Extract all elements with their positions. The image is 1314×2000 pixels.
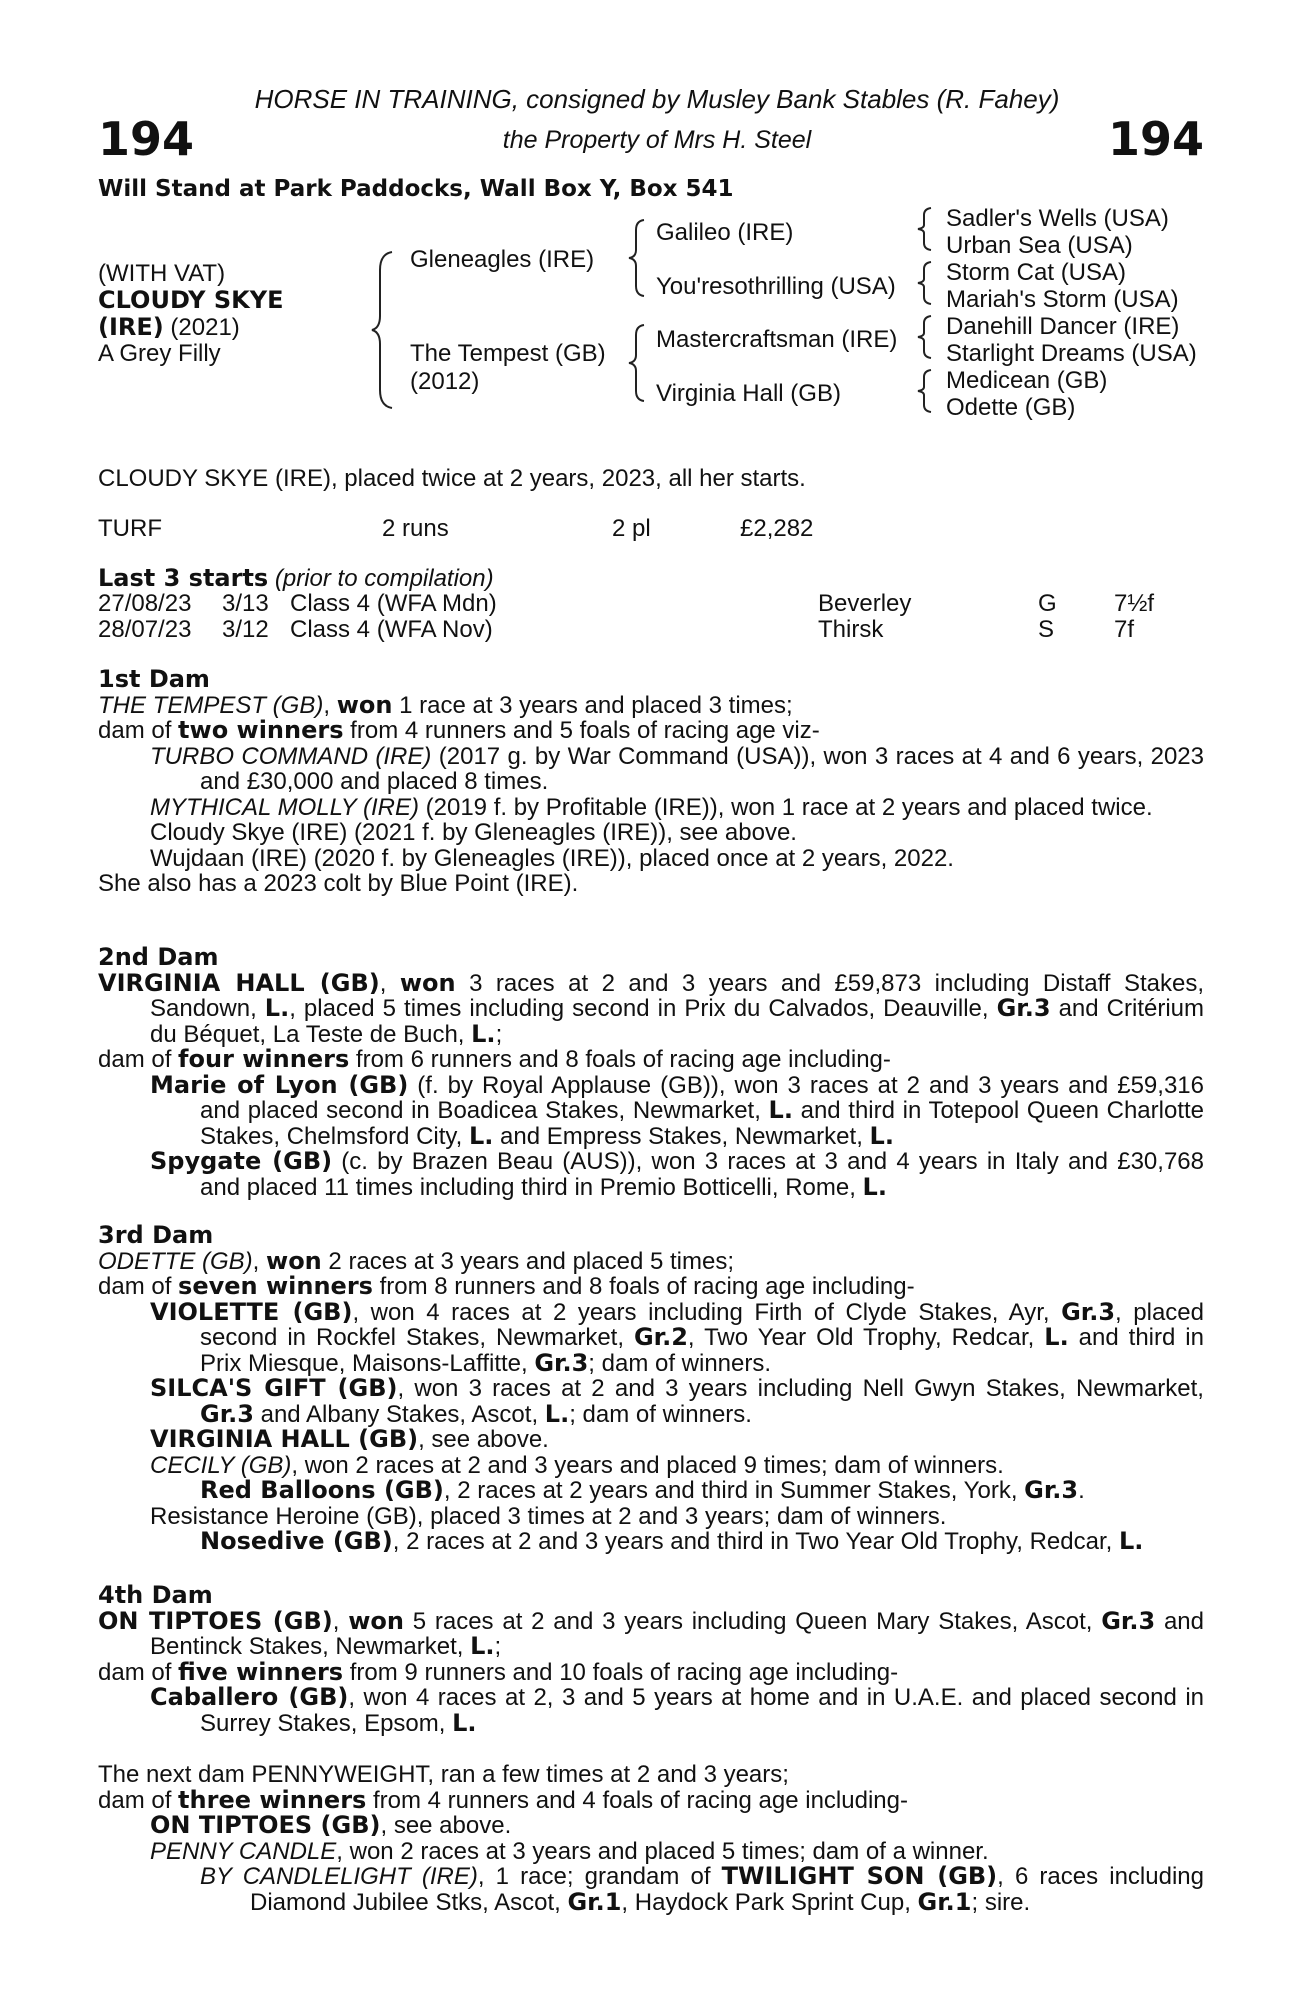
first-dam-foal-4: Wujdaan (IRE) (2020 f. by Gleneagles (IRE)), placed once at 2 years, 2022.: [150, 844, 954, 872]
lot-number-right: 194: [1107, 112, 1204, 166]
third-dam-foal-cecily: CECILY (GB), won 2 races at 2 and 3 years and placed 9 times; dam of winners.: [150, 1451, 1004, 1479]
second-dam-line: VIRGINIA HALL (GB), won 3 races at 2 and 3 years and £59,873 including Distaff Stakes, Sandown, L., placed 5 times including second in Prix du Calvados, Deauville, Gr.3 and Critérium du Béquet, La Teste de Buch, L.;: [98, 968, 1204, 1048]
second-dam-heading: 2nd Dam: [98, 943, 219, 971]
third-dam-grandfoal-nosedive: Nosedive (GB), 2 races at 2 and 3 years and third in Two Year Old Trophy, Redcar, L.: [200, 1527, 1144, 1555]
fourth-dam-line: ON TIPTOES (GB), won 5 races at 2 and 3 years including Queen Mary Stakes, Ascot, Gr.3 and Bentinck Stakes, Newmarket, L.;: [98, 1606, 1204, 1660]
first-dam-foal-3: Cloudy Skye (IRE) (2021 f. by Gleneagles (IRE)), see above.: [150, 819, 797, 846]
first-dam-foal-2: MYTHICAL MOLLY (IRE) (2019 f. by Profitable (IRE)), won 1 race at 2 years and placed twice.: [150, 793, 1153, 821]
record-surface: TURF: [98, 515, 162, 542]
horse-name-line2: (IRE) (2021): [98, 313, 240, 341]
start-row-2-race: Class 4 (WFA Nov): [290, 616, 493, 643]
dam-sire: Mastercraftsman (IRE): [656, 326, 898, 353]
first-dam-foal-1: TURBO COMMAND (IRE) (2017 g. by War Command (USA)), won 3 races at 4 and 6 years, 2023 and £30,000 and placed 8 times.: [150, 742, 1204, 795]
third-dam-produce-line: dam of seven winners from 8 runners and 8 foals of racing age including-: [98, 1272, 915, 1300]
first-dam-produce-line: dam of two winners from 4 runners and 5 foals of racing age viz-: [98, 716, 820, 744]
sire-sire-dam: Urban Sea (USA): [946, 232, 1133, 259]
lot-number-left: 194: [98, 112, 195, 166]
sire-dam-dam: Mariah's Storm (USA): [946, 286, 1179, 313]
pedigree-brace-ss: [915, 206, 937, 252]
dam-sire-dam: Starlight Dreams (USA): [946, 340, 1197, 367]
first-dam-note: She also has a 2023 colt by Blue Point (IRE).: [98, 870, 579, 897]
third-dam-section: [98, 1223, 1204, 1555]
start-row-2-pos: 3/12: [222, 616, 269, 643]
sire-dam: You'resothrilling (USA): [656, 273, 896, 300]
start-row-1-date: 27/08/23: [98, 590, 192, 617]
fourth-dam-heading: 4th Dam: [98, 1581, 213, 1609]
dam: The Tempest (GB): [410, 340, 606, 367]
next-dam-grandfoal-by-candlelight: BY CANDLELIGHT (IRE), 1 race; grandam of TWILIGHT SON (GB), 6 races including Diamond Jubilee Stks, Ascot, Gr.1, Haydock Park Sprint Cup, Gr.1; sire.: [200, 1862, 1204, 1916]
pedigree-brace-dam: [626, 323, 650, 403]
pedigree-brace-ds: [915, 314, 937, 360]
third-dam-line: ODETTE (GB), won 2 races at 3 years and placed 5 times;: [98, 1246, 734, 1275]
start-row-1-race: Class 4 (WFA Mdn): [290, 590, 497, 617]
next-dam-section: [98, 1762, 1204, 1915]
start-row-2-date: 28/07/23: [98, 616, 192, 643]
pedigree-brace-main: [370, 250, 400, 410]
third-dam-heading: 3rd Dam: [98, 1221, 214, 1249]
third-dam-grandfoal-red-balloons: Red Balloons (GB), 2 races at 2 years and third in Summer Stakes, York, Gr.3.: [200, 1476, 1085, 1504]
pedigree-brace-sire: [626, 218, 650, 298]
start-row-1-course: Beverley: [818, 590, 912, 617]
horse-name: CLOUDY SKYE: [98, 286, 284, 314]
second-dam-section: [98, 945, 1204, 1200]
next-dam-foal-penny-candle: PENNY CANDLE, won 2 races at 3 years and placed 5 times; dam of a winner.: [150, 1837, 989, 1865]
pedigree-brace-dd: [915, 368, 937, 414]
third-dam-foal-resistance-heroine: Resistance Heroine (GB), placed 3 times at 2 and 3 years; dam of winners.: [150, 1502, 947, 1530]
last-starts-heading: Last 3 starts (prior to compilation): [98, 564, 494, 592]
consignor-line: HORSE IN TRAINING, consigned by Musley Bank Stables (R. Fahey): [254, 84, 1060, 114]
third-dam-foal-violette: VIOLETTE (GB), won 4 races at 2 years including Firth of Clyde Stakes, Ayr, Gr.3, placed second in Rockfel Stakes, Newmarket, Gr.2, Two Year Old Trophy, Redcar, L. and third in Prix Miesque, Maisons-Laffitte, Gr.3; dam of winners.: [150, 1297, 1204, 1377]
fourth-dam-produce-line: dam of five winners from 9 runners and 10 foals of racing age including-: [98, 1657, 899, 1686]
next-dam-foal-on-tiptoes: ON TIPTOES (GB), see above.: [150, 1811, 512, 1839]
first-dam-section: [98, 667, 1204, 897]
stabling-line: Will Stand at Park Paddocks, Wall Box Y, Box 541: [98, 176, 734, 202]
sire-dam-sire: Storm Cat (USA): [946, 259, 1127, 286]
next-dam-produce-line: dam of three winners from 4 runners and 4 foals of racing age including-: [98, 1785, 908, 1814]
record-runs: 2 runs: [382, 515, 449, 542]
start-row-2-distance: 7f: [1114, 616, 1135, 643]
first-dam-heading: 1st Dam: [98, 665, 210, 693]
second-dam-foal-2: Spygate (GB) (c. by Brazen Beau (AUS)), won 3 races at 3 and 4 years in Italy and £30,768 and placed 11 times including third in Premio Botticelli, Rome, L.: [150, 1147, 1204, 1201]
start-row-2-course: Thirsk: [818, 616, 884, 643]
dam-dam: Virginia Hall (GB): [656, 380, 841, 407]
record-earnings: £2,282: [740, 515, 814, 542]
start-row-1-pos: 3/13: [222, 590, 269, 617]
next-dam-line: The next dam PENNYWEIGHT, ran a few times at 2 and 3 years;: [98, 1761, 789, 1788]
dam-dam-dam: Odette (GB): [946, 394, 1076, 421]
sire-sire: Galileo (IRE): [656, 219, 794, 246]
start-row-2-going: S: [1038, 616, 1055, 643]
sire: Gleneagles (IRE): [410, 246, 595, 273]
sire-sire-sire: Sadler's Wells (USA): [946, 205, 1169, 232]
third-dam-foal-virginia-hall: VIRGINIA HALL (GB), see above.: [150, 1425, 549, 1453]
dam-year: (2012): [410, 368, 480, 395]
second-dam-foal-1: Marie of Lyon (GB) (f. by Royal Applause (GB)), won 3 races at 2 and 3 years and £59,316 and placed second in Boadicea Stakes, Newmarket, L. and third in Totepool Queen Charlotte Stakes, Chelmsford City, L. and Empress Stakes, Newmarket, L.: [150, 1070, 1205, 1150]
horse-description: A Grey Filly: [98, 340, 221, 367]
race-summary: CLOUDY SKYE (IRE), placed twice at 2 years, 2023, all her starts.: [98, 465, 806, 492]
first-dam-line: THE TEMPEST (GB), won 1 race at 3 years and placed 3 times;: [98, 690, 793, 719]
dam-dam-sire: Medicean (GB): [946, 367, 1108, 394]
fourth-dam-foal-caballero: Caballero (GB), won 4 races at 2, 3 and 5 years at home and in U.A.E. and placed second in Surrey Stakes, Epsom, L.: [150, 1683, 1205, 1737]
start-row-1-going: G: [1038, 590, 1057, 617]
record-placed: 2 pl: [612, 515, 651, 542]
property-line: the Property of Mrs H. Steel: [502, 126, 812, 154]
second-dam-produce-line: dam of four winners from 6 runners and 8 foals of racing age including-: [98, 1045, 891, 1073]
start-row-1-distance: 7½f: [1114, 590, 1155, 617]
pedigree-brace-sd: [915, 260, 937, 306]
third-dam-foal-silcas-gift: SILCA'S GIFT (GB), won 3 races at 2 and 3 years including Nell Gwyn Stakes, Newmarket, Gr.3 and Albany Stakes, Ascot, L.; dam of winners.: [150, 1374, 1204, 1428]
vat-note: (WITH VAT): [98, 260, 226, 287]
dam-sire-sire: Danehill Dancer (IRE): [946, 313, 1180, 340]
fourth-dam-section: [98, 1583, 1204, 1736]
